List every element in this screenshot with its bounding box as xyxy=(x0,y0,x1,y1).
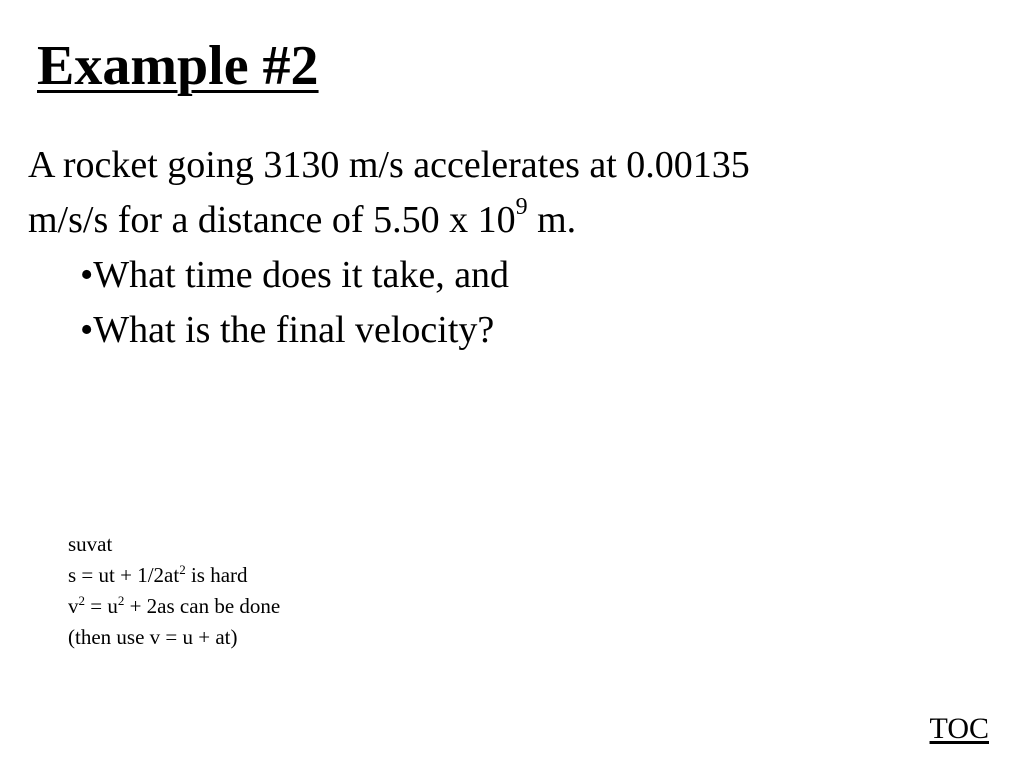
equation-text: s = ut + 1/2at xyxy=(68,563,180,587)
equation-text: = u xyxy=(85,594,118,618)
notes-line-2 xyxy=(68,560,280,591)
question-item: •What is the final velocity? xyxy=(80,309,495,351)
problem-line-2-text: m/s/s for a distance of 5.50 x 10 xyxy=(28,199,516,241)
question-item: •What time does it take, and xyxy=(80,254,510,296)
equation-text: v xyxy=(68,594,79,618)
problem-line-2-end: m. xyxy=(527,199,577,241)
problem-line-1: A rocket going 3130 m/s accelerates at 0.00135 xyxy=(28,144,750,186)
slide-title: Example #2 xyxy=(37,35,319,97)
exponent: 2 xyxy=(179,562,186,577)
problem-statement xyxy=(28,138,988,358)
suvat-notes xyxy=(68,529,280,653)
exponent: 9 xyxy=(515,194,528,221)
notes-line-3 xyxy=(68,591,280,622)
problem-line-2 xyxy=(28,193,988,248)
equation-text: + 2as can be done xyxy=(124,594,281,618)
notes-line-1: suvat xyxy=(68,532,113,556)
toc-link[interactable]: TOC xyxy=(929,712,989,745)
equation-text: is hard xyxy=(185,563,248,587)
notes-line-4: (then use v = u + at) xyxy=(68,625,238,649)
exponent: 2 xyxy=(78,593,85,608)
question-list xyxy=(28,248,988,358)
exponent: 2 xyxy=(117,593,125,608)
